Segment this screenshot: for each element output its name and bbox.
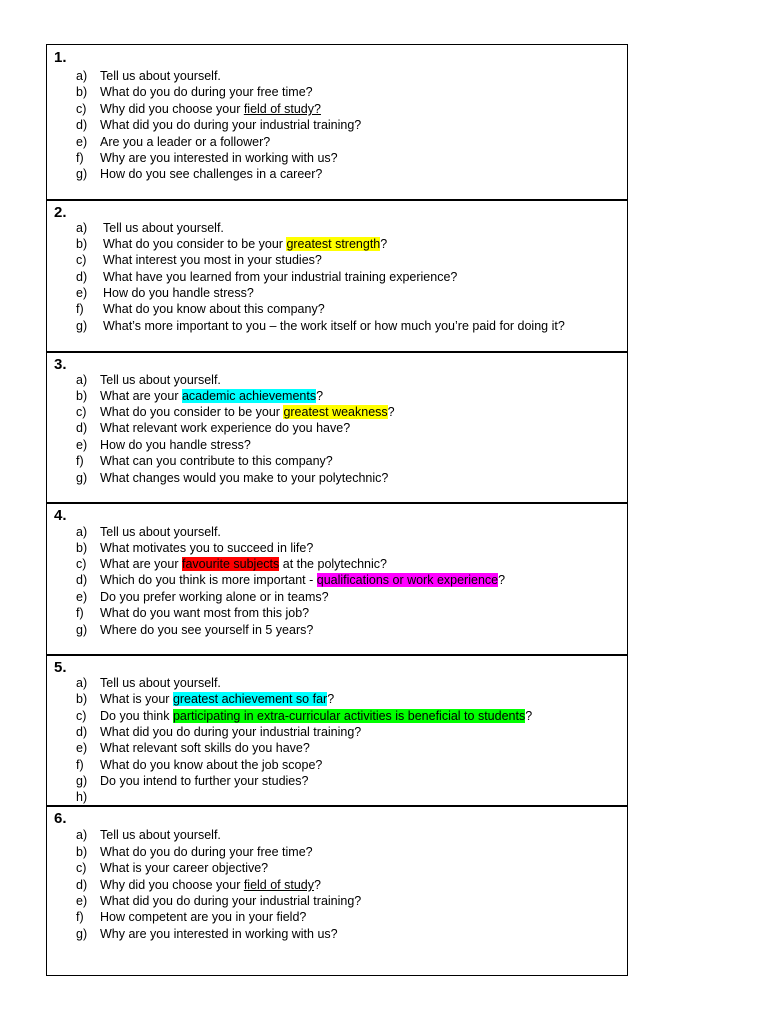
highlight-yellow: greatest strength <box>286 237 381 251</box>
list-item: f) What do you want most from this job? <box>76 606 310 620</box>
section-number: 4. <box>54 507 67 524</box>
list-item: b) What motivates you to succeed in life? <box>76 541 314 555</box>
section-number: 6. <box>54 810 67 827</box>
list-item: c) What do you consider to be your greatest weakness? <box>76 405 395 419</box>
list-item: b) What do you do during your free time? <box>76 85 313 99</box>
list-item: b) What are your academic achievements? <box>76 389 324 403</box>
highlight-magenta: qualifications or work experience <box>316 573 499 587</box>
section-2 <box>46 199 628 353</box>
list-item: f) What can you contribute to this company? <box>76 454 333 468</box>
list-item: e) Do you prefer working alone or in teams? <box>76 590 329 604</box>
list-item: c) Why did you choose your field of study? <box>76 102 321 116</box>
list-item: f) What do you know about this company? <box>76 302 325 316</box>
list-item: h) <box>76 790 88 804</box>
list-item: c) Do you think participating in extra-curricular activities is beneficial to students? <box>76 709 533 723</box>
highlight-yellow: greatest weakness <box>283 405 388 419</box>
underlined-text: field of study <box>243 878 315 892</box>
list-item: d) What did you do during your industrial training? <box>76 118 362 132</box>
section-number: 2. <box>54 204 67 221</box>
highlight-red: favourite subjects <box>181 557 280 571</box>
highlight-green: participating in extra-curricular activities is beneficial to students <box>172 709 526 723</box>
section-number: 1. <box>54 49 67 66</box>
list-item: d) What have you learned from your industrial training experience? <box>76 270 458 284</box>
highlight-cyan: academic achievements <box>181 389 317 403</box>
list-item: a) Tell us about yourself. <box>76 69 221 83</box>
list-item: c) What is your career objective? <box>76 861 269 875</box>
underlined-text: field of study? <box>243 102 321 116</box>
list-item: a) Tell us about yourself. <box>76 221 224 235</box>
highlight-cyan: greatest achievement so far <box>172 692 328 706</box>
list-item: b) What do you consider to be your greatest strength? <box>76 237 388 251</box>
list-item: g) How do you see challenges in a career? <box>76 167 323 181</box>
list-item: b) What is your greatest achievement so far? <box>76 692 335 706</box>
section-4 <box>46 502 628 656</box>
list-item: b) What do you do during your free time? <box>76 845 313 859</box>
list-item: e) Are you a leader or a follower? <box>76 135 271 149</box>
section-3 <box>46 351 628 504</box>
list-item: g) What changes would you make to your polytechnic? <box>76 471 389 485</box>
list-item: g) Why are you interested in working with us? <box>76 927 338 941</box>
list-item: a) Tell us about yourself. <box>76 525 221 539</box>
list-item: c) What interest you most in your studies? <box>76 253 322 267</box>
list-item: d) Why did you choose your field of study? <box>76 878 321 892</box>
list-item: c) What are your favourite subjects at the polytechnic? <box>76 557 387 571</box>
list-item: f) Why are you interested in working with us? <box>76 151 338 165</box>
list-item: g) Do you intend to further your studies? <box>76 774 309 788</box>
section-1 <box>46 44 628 201</box>
list-item: e) How do you handle stress? <box>76 438 251 452</box>
section-number: 3. <box>54 356 67 373</box>
list-item: d) What did you do during your industrial training? <box>76 725 362 739</box>
list-item: f) How competent are you in your field? <box>76 910 307 924</box>
list-item: d) What relevant work experience do you have? <box>76 421 351 435</box>
list-item: g) Where do you see yourself in 5 years? <box>76 623 314 637</box>
list-item: d) Which do you think is more important - qualifications or work experience? <box>76 573 506 587</box>
list-item: e) What relevant soft skills do you have? <box>76 741 310 755</box>
list-item: f) What do you know about the job scope? <box>76 758 323 772</box>
section-number: 5. <box>54 659 67 676</box>
list-item: g) What’s more important to you – the work itself or how much you’re paid for doing it? <box>76 319 565 333</box>
section-5 <box>46 654 628 807</box>
list-item: e) How do you handle stress? <box>76 286 254 300</box>
section-6 <box>46 805 628 976</box>
list-item: a) Tell us about yourself. <box>76 828 221 842</box>
list-item: a) Tell us about yourself. <box>76 373 221 387</box>
list-item: e) What did you do during your industrial training? <box>76 894 362 908</box>
list-item: a) Tell us about yourself. <box>76 676 221 690</box>
